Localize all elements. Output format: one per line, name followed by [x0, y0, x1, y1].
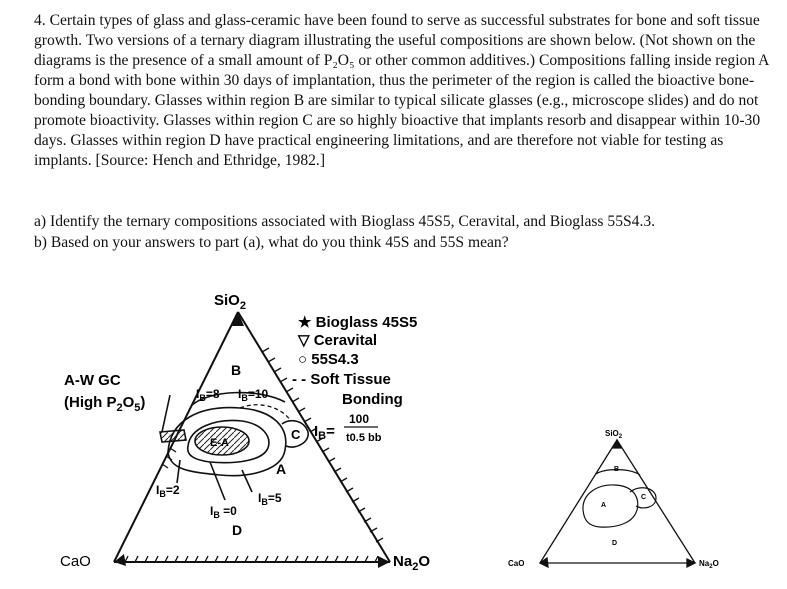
- right-region-d: D: [612, 540, 618, 547]
- right-region-c: C: [641, 494, 647, 501]
- region-c-label: C: [291, 427, 301, 442]
- left-top-label: SiO$_2$: [214, 292, 246, 312]
- ib5-label: $I_B=5$: [258, 491, 282, 507]
- ib8-label: $I_B=8$: [196, 387, 220, 403]
- legend-ceravital: ▽ Ceravital: [298, 332, 378, 349]
- formula-numerator: 100: [349, 412, 370, 426]
- region-ea-label: E-A: [210, 437, 229, 449]
- region-b-label: B: [231, 362, 242, 378]
- legend-soft-tissue: - - Soft Tissue: [292, 371, 391, 388]
- right-top-label: SiO$_2$: [605, 429, 623, 440]
- ib10-label: $I_B=10$: [238, 387, 269, 403]
- right-region-a: A: [601, 502, 607, 509]
- aw-gc-sub-label: (High $P_2O_5$): [64, 394, 146, 414]
- region-a-label: A: [276, 461, 287, 477]
- region-d-label: D: [232, 522, 243, 538]
- right-na2o-label: $Na_2O$: [699, 559, 719, 570]
- formula-denominator: t0.5 bb: [346, 432, 382, 444]
- region-boundaries-left: [160, 393, 308, 500]
- part-b: b) Based on your answers to part (a), what do you think 45S and 55S mean?: [34, 234, 509, 251]
- legend-bonding: Bonding: [342, 391, 403, 408]
- ib0-label: $I_B =0$: [210, 504, 237, 520]
- soft-tissue-boundary: [240, 405, 290, 420]
- formula-ib: $I_B=$: [314, 423, 335, 442]
- question-paragraph: 4. Certain types of glass and glass-ceramic have been found to serve as successful substrates for bone and soft tissue growth. Two versions of a ternary diagram illustrating the useful compositions are shown below. (Not shown on the diagrams is the presence of a small amount of P₂O₅ or other common additives.) Compositions falling inside region A form a bond with bone within 30 days of implantation, thus the perimeter of the region is called the bioactive bone-bonding boundary. Glasses within region B are similar to typical silicate glasses (e.g., microscope slides) and do not promote bioactivity. Glasses within region C are so highly bioactive that implants resorb and disappear within 10-30 days. Glasses within region D have practical engineering limitations, and are therefore not viable for testing as implants. [Source: Hench and Ethridge, 1982.]: [34, 12, 769, 169]
- ib2-label: $I_B=2$: [156, 483, 180, 499]
- legend-55s43: ○ 55S4.3: [298, 351, 359, 368]
- left-na2o-label: $Na_2O$: [393, 553, 430, 573]
- legend-bioglass: ★ Bioglass 45S5: [298, 314, 418, 331]
- right-cao-label: CaO: [508, 559, 525, 568]
- part-a: a) Identify the ternary compositions associated with Bioglass 45S5, Ceravital, and Bioglass 55S4.3.: [34, 213, 656, 230]
- aw-gc-label: A-W GC: [64, 372, 121, 389]
- left-cao-label: CaO: [60, 553, 91, 570]
- right-region-b: B: [614, 466, 620, 473]
